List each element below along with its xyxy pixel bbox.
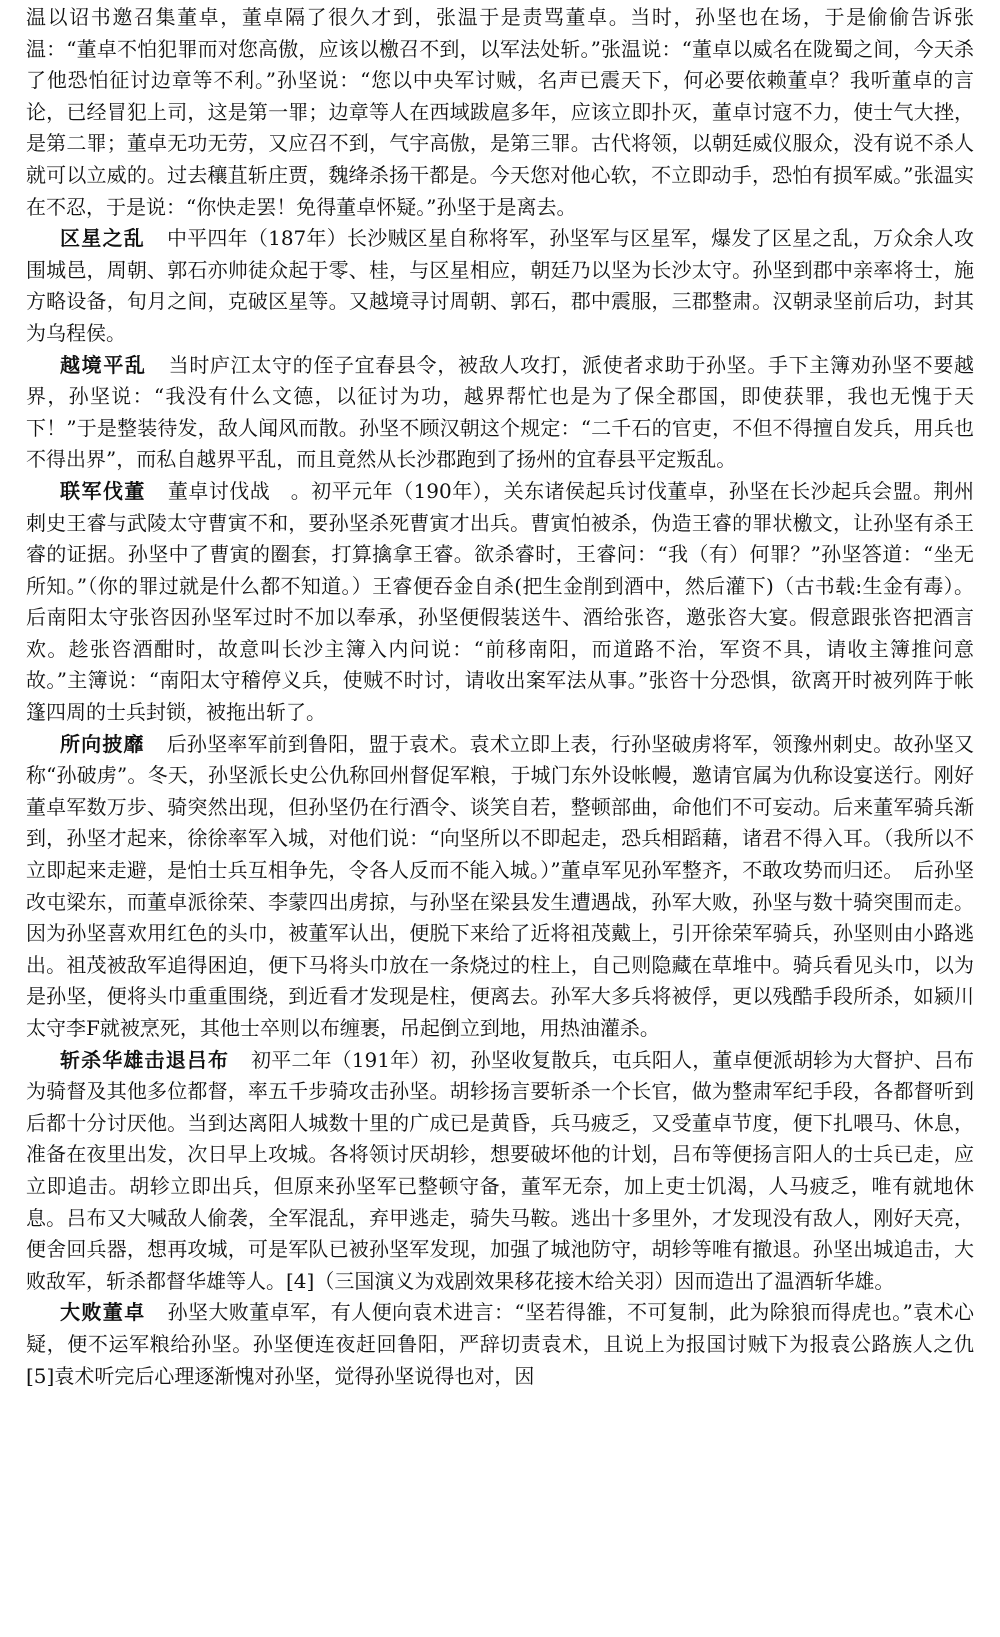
section-body: 初平二年（191年）初，孙坚收复散兵，屯兵阳人，董卓便派胡轸为大督护、吕布为骑督及其他多位都督，率五千步骑攻击孙坚。胡轸扬言要斩杀一个长官，做为整肃军纪手段，各都督听到后都十分讨厌他。当到达离阳人城数十里的广成已是黄昏，兵马疲乏，又受董卓节度，便下扎喂马、休息，准备在夜里出发，次日早上攻城。各将领讨厌胡轸，想要破坏他的计划，吕布等便扬言阳人的士兵已走，应立即追击。胡轸立即出兵，但原来孙坚军已整顿守备，董军无奈，加上吏士饥渴，人马疲乏，唯有就地休息。吕布又大喊敌人偷袭，全军混乱，弃甲逃走，骑失马鞍。逃出十多里外，才发现没有敌人，刚好天亮，便舍回兵器，想再攻城，可是军队已被孙坚军发现，加强了城池防守，胡轸等唯有撤退。孙坚出城追击，大败敌军，斩杀都督华雄等人。[4]（三国演义为戏剧效果移花接木给关羽）因而造出了温酒斩华雄。 [26, 1047, 974, 1293]
intro-paragraph: 温以诏书邀召集董卓，董卓隔了很久才到，张温于是责骂董卓。当时，孙坚也在场，于是偷偷告诉张温：“董卓不怕犯罪而对您高傲，应该以檄召不到，以军法处斩。”张温说：“董卓以威名在陇蜀之间，今天杀了他恐怕征讨边章等不利。”孙坚说：“您以中央军讨贼，名声已震天下，何必要依赖董卓？我听董卓的言论，已经冒犯上司，这是第一罪；边章等人在西域跋扈多年，应该立即扑灭，董卓讨寇不力，使士气大挫，是第二罪；董卓无功无劳，又应召不到，气宇高傲，是第三罪。古代将领，以朝廷威仪服众，没有说不杀人就可以立威的。过去穰苴斩庄贾，魏绛杀扬干都是。今天您对他心软，不立即动手，恐怕有损军威。”张温实在不忍，于是说：“你快走罢！免得董卓怀疑。”孙坚于是离去。 [26, 5, 974, 219]
section-heading: 斩杀华雄击退吕布 [60, 1047, 230, 1072]
section-coalition-against-dong [26, 476, 974, 729]
section-quxing-rebellion [26, 223, 974, 349]
section-cross-border-pacification [26, 350, 974, 476]
section-defeat-dongzhuo [26, 1297, 974, 1392]
section-heading: 区星之乱 [60, 226, 145, 251]
section-heading: 联军伐董 [60, 478, 146, 503]
section-body: 后孙坚率军前到鲁阳，盟于袁术。袁术立即上表，行孙坚破虏将军，领豫州刺史。故孙坚又称“孙破虏”。冬天，孙坚派长史公仇称回州督促军粮，于城门东外设帐幔，邀请官属为仇称设宴送行。刚好董卓军数万步、骑突然出现，但孙坚仍在行酒令、谈笑自若，整顿部曲，命他们不可妄动。后来董军骑兵渐到，孙坚才起来，徐徐率军入城，对他们说：“向坚所以不即起走，恐兵相蹈藉，诸君不得入耳。（我所以不立即起来走避，是怕士兵互相争先，令各人反而不能入城。）”董卓军见孙军整齐，不敢攻势而归还。 后孙坚改屯梁东，而董卓派徐荣、李蒙四出虏掠，与孙坚在梁县发生遭遇战，孙军大败，孙坚与数十骑突围而走。因为孙坚喜欢用红色的头巾，被董军认出，便脱下来给了近将祖茂戴上，引开徐荣军骑兵，孙坚则由小路逃出。祖茂被敌军追得困迫，便下马将头巾放在一条烧过的柱上，自己则隐藏在草堆中。骑兵看见头巾，以为是孙坚，便将头巾重重围绕，到近看才发现是柱，便离去。孙军大多兵将被俘，更以残酷手段所杀，如颍川太守李F就被烹死，其他士卒则以布缠裹，吊起倒立到地，用热油灌杀。 [26, 731, 975, 1040]
section-body: 当时庐江太守的侄子宜春县令，被敌人攻打，派使者求助于孙坚。手下主簿劝孙坚不要越界，孙坚说：“我没有什么文德，以征讨为功，越界帮忙也是为了保全郡国，即使获罪，我也无愧于天下！”于是整装待发，敌人闻风而散。孙坚不顾汉朝这个规定：“二千石的官吏，不但不得擅自发兵，用兵也不得出界”，而私自越界平乱，而且竟然从长沙郡跑到了扬州的宜春县平定叛乱。 [26, 352, 975, 472]
section-body: 董卓讨伐战 。初平元年（190年），关东诸侯起兵讨伐董卓，孙坚在长沙起兵会盟。荆州刺史王睿与武陵太守曹寅不和，要孙坚杀死曹寅才出兵。曹寅怕被杀，伪造王睿的罪状檄文，让孙坚有杀王睿的证据。孙坚中了曹寅的圈套，打算擒拿王睿。欲杀睿时，王睿问：“我（有）何罪？”孙坚答道：“坐无所知。”（你的罪过就是什么都不知道。）王睿便吞金自杀(把生金削到酒中，然后灌下)（古书载:生金有毒）。后南阳太守张咨因孙坚军过时不加以奉承，孙坚便假装送牛、酒给张咨，邀张咨大宴。假意跟张咨把酒言欢。趁张咨酒酣时，故意叫长沙主簿入内问说：“前移南阳，而道路不治，军资不具，请收主簿推问意故。”主簿说：“南阳太守稽停义兵，使贼不时讨，请收出案军法从事。”张咨十分恐惧，欲离开时被列阵于帐篷四周的士兵封锁，被拖出斩了。 [26, 478, 974, 725]
section-heading: 越境平乱 [60, 352, 147, 377]
section-body: 中平四年（187年）长沙贼区星自称将军，孙坚军与区星军，爆发了区星之乱，万众余人攻围城邑，周朝、郭石亦帅徒众起于零、桂，与区星相应，朝廷乃以坚为长沙太守。孙坚到郡中亲率将士，施方略设备，旬月之间，克破区星等。又越境寻讨周朝、郭石，郡中震服，三郡整肃。汉朝录坚前后功，封其为乌程侯。 [26, 226, 974, 345]
section-slay-huaxiong [26, 1045, 974, 1298]
section-heading: 大败董卓 [60, 1300, 146, 1325]
section-heading: 所向披靡 [60, 731, 145, 756]
section-body: 孙坚大败董卓军，有人便向袁术进言：“坚若得雒，不可复制，此为除狼而得虎也。”袁术心疑，便不运军粮给孙坚。孙坚便连夜赶回鲁阳，严辞切责袁术，且说上为报国讨贼下为报袁公路族人之仇[5]袁术听完后心理逐渐愧对孙坚，觉得孙坚说得也对，因 [26, 1300, 975, 1388]
section-invincible [26, 729, 974, 1045]
